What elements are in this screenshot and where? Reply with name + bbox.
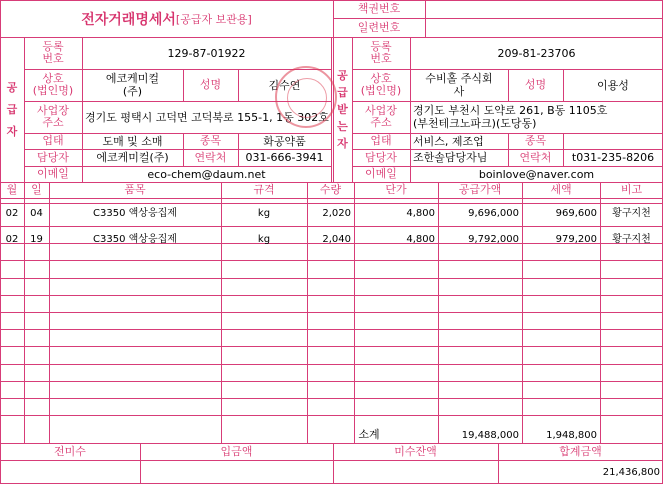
receiver-name: 수비홀 주식회 사 xyxy=(425,72,493,98)
col-header-spec: 규격 xyxy=(253,183,275,196)
book-no-label: 책권번호 xyxy=(357,2,401,15)
total-label: 합계금액 xyxy=(559,444,602,458)
item-tax: 969,600 xyxy=(555,207,597,219)
receiver-contact: 조한솔담당자님 xyxy=(413,151,488,164)
supplier-addr-label: 사업장 주소 xyxy=(37,104,69,129)
title-block xyxy=(0,0,333,37)
supplier-side-label: 공 급 자 xyxy=(6,80,18,138)
receiver-side-label: 공 급 받 는 자 xyxy=(337,69,348,150)
deposit-label: 입금액 xyxy=(220,444,253,458)
item-name: C3350 액상응집제 xyxy=(93,233,177,245)
receiver-contact-label: 담당자 xyxy=(365,150,397,164)
subtotal-supply: 19,488,000 xyxy=(461,429,519,441)
item-supply: 9,792,000 xyxy=(468,233,519,245)
col-header-tax: 세액 xyxy=(550,183,572,196)
supplier-name-label: 상호 (법인명) xyxy=(32,72,74,97)
balance-label: 미수잔액 xyxy=(394,444,437,458)
col-header-item: 품목 xyxy=(124,183,146,196)
item-price: 4,800 xyxy=(406,233,435,245)
subtotal-label: 소계 xyxy=(358,428,380,441)
receiver-phone-label: 연락처 xyxy=(519,150,552,164)
item-name: C3350 액상응집제 xyxy=(93,207,177,219)
supplier-reg-no: 129-87-01922 xyxy=(167,46,246,60)
total-amount: 21,436,800 xyxy=(602,466,660,478)
table-row-divider xyxy=(0,226,663,227)
receiver-rep-label: 성명 xyxy=(524,78,547,91)
col-header-supply: 공급가액 xyxy=(458,183,502,196)
item-month: 02 xyxy=(5,233,19,245)
receiver-biz-item-label: 종목 xyxy=(524,134,547,147)
supplier-phone-label: 연락처 xyxy=(194,150,227,164)
supplier-biz-item: 화공약품 xyxy=(263,134,306,148)
item-note: 황구지천 xyxy=(612,207,651,219)
book-no-value xyxy=(425,0,663,18)
item-day: 04 xyxy=(30,207,43,219)
item-month: 02 xyxy=(5,207,19,219)
company-seal-stamp xyxy=(275,66,337,128)
supplier-biz-type-label: 업태 xyxy=(42,134,64,147)
item-day: 19 xyxy=(30,233,43,245)
subtotal-tax: 1,948,800 xyxy=(546,429,597,441)
table-row-divider xyxy=(0,278,663,279)
receiver-addr: 경기도 부천시 도약로 261, B동 1105호 (부천테크노파크)(도당동) xyxy=(413,104,608,130)
table-row-divider xyxy=(0,260,663,261)
serial-no-label: 일련번호 xyxy=(357,20,401,34)
receiver-name-label: 상호 (법인명) xyxy=(360,72,402,97)
supplier-contact-label: 담당자 xyxy=(37,150,69,164)
receiver-reg-no: 209-81-23706 xyxy=(497,46,576,60)
table-row-divider xyxy=(0,198,663,199)
col-header-qty: 수량 xyxy=(319,183,342,196)
table-row-divider xyxy=(0,312,663,313)
table-row-divider xyxy=(0,398,663,399)
col-header-day: 일 xyxy=(31,183,42,196)
table-row-divider xyxy=(0,381,663,382)
table-row-divider xyxy=(0,415,663,416)
unpaid-label: 전미수 xyxy=(54,444,86,458)
receiver-biz-item xyxy=(563,133,663,149)
item-qty: 2,040 xyxy=(322,233,351,245)
item-tax: 979,200 xyxy=(555,233,597,245)
supplier-name: 에코케미컬 (주) xyxy=(105,72,160,98)
supplier-rep: 김수연 xyxy=(268,78,301,92)
table-row-divider xyxy=(0,329,663,330)
document-title: 전자거래명세서 xyxy=(81,11,176,28)
table-row-divider xyxy=(0,364,663,365)
item-price: 4,800 xyxy=(406,207,435,219)
item-spec: kg xyxy=(257,207,271,219)
receiver-email: boinlove@naver.com xyxy=(478,167,595,181)
supplier-contact: 에코케미컬(주) xyxy=(96,151,169,164)
supplier-email: eco-chem@daum.net xyxy=(147,167,266,181)
item-qty: 2,020 xyxy=(322,207,351,219)
supplier-biz-type: 도매 및 소매 xyxy=(102,134,163,148)
receiver-biz-type: 서비스, 제조업 xyxy=(413,134,484,148)
supplier-phone: 031-666-3941 xyxy=(245,151,324,164)
item-note: 황구지천 xyxy=(612,233,651,245)
supplier-reg-label: 등록 번호 xyxy=(42,40,64,65)
col-header-month: 월 xyxy=(6,183,18,196)
supplier-email-label: 이메일 xyxy=(37,167,69,180)
document-subtitle: [공급자 보관용] xyxy=(175,12,252,26)
receiver-rep: 이용성 xyxy=(597,78,629,92)
table-row-divider xyxy=(0,295,663,296)
table-row-divider xyxy=(0,346,663,347)
receiver-email-label: 이메일 xyxy=(365,167,397,180)
supplier-rep-label: 성명 xyxy=(199,78,222,91)
receiver-biz-type-label: 업태 xyxy=(370,134,392,147)
item-supply: 9,696,000 xyxy=(468,207,519,219)
serial-no-value xyxy=(425,18,663,37)
col-header-note: 비고 xyxy=(620,183,643,196)
col-header-price: 단가 xyxy=(385,183,407,196)
receiver-reg-label: 등록 번호 xyxy=(370,40,392,65)
supplier-biz-item-label: 종목 xyxy=(199,134,222,147)
receiver-phone: t031-235-8206 xyxy=(571,151,655,164)
receiver-addr-label: 사업장 주소 xyxy=(365,104,397,129)
item-spec: kg xyxy=(257,233,271,245)
supplier-addr: 경기도 평택시 고덕면 고덕북로 155-1, 1동 302호 xyxy=(85,110,329,124)
